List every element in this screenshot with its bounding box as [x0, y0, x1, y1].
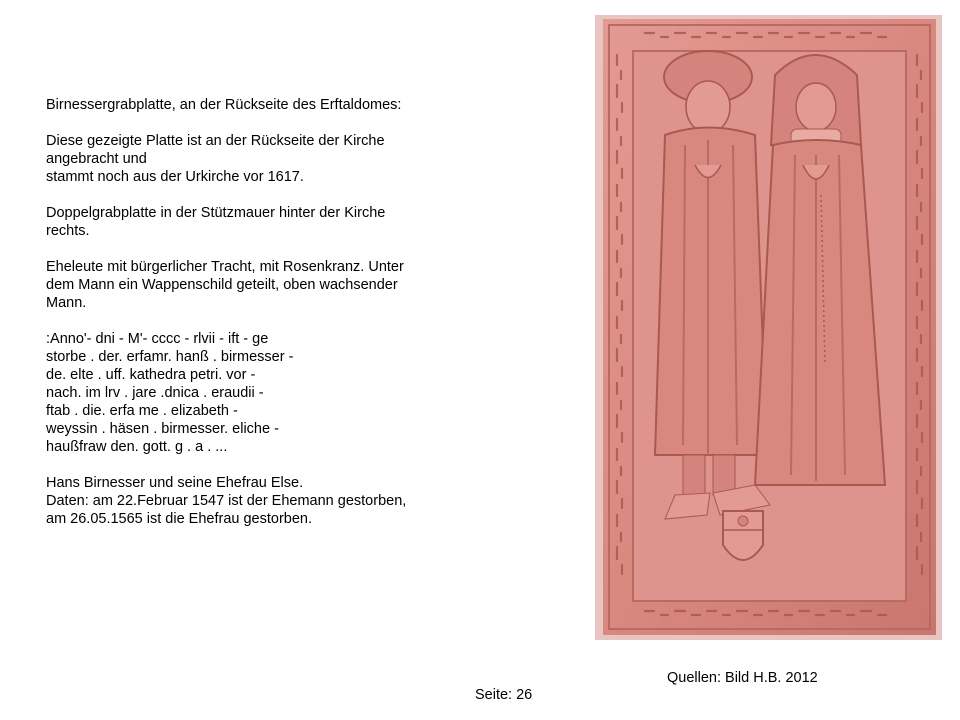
gravestone-photo: [595, 15, 942, 640]
text-line: Diese gezeigte Platte ist an der Rückseite der Kirche: [46, 133, 385, 149]
paragraph-dates: [46, 474, 456, 528]
text-line: am 26.05.1565 ist die Ehefrau gestorben.: [46, 511, 313, 527]
gravestone-illustration: [595, 15, 942, 640]
text-line: Eheleute mit bürgerlicher Tracht, mit Rosenkranz. Unter: [46, 259, 404, 275]
text-line: Doppelgrabplatte in der Stützmauer hinter der Kirche: [46, 205, 386, 221]
document-text: [46, 96, 456, 528]
text-line: Daten: am 22.Februar 1547 ist der Ehemann gestorben,: [46, 493, 407, 509]
text-line: rechts.: [46, 223, 90, 239]
inscription-line: haußfraw den. gott. g . a . ...: [46, 439, 228, 455]
text-line: Hans Birnesser und seine Ehefrau Else.: [46, 475, 304, 491]
page-number: Seite: 26: [475, 687, 533, 703]
document-title: Birnessergrabplatte, an der Rückseite des Erftaldomes:: [46, 97, 402, 113]
inscription-line: weyssin . häsen . birmesser. eliche -: [46, 421, 279, 437]
coat-of-arms: [723, 511, 763, 560]
inscription-transcription: [46, 330, 456, 456]
inscription-line: storbe . der. erfamr. hanß . birmesser -: [46, 349, 294, 365]
paragraph-description: [46, 258, 456, 312]
inscription-line: nach. im lrv . jare .dnica . eraudii -: [46, 385, 264, 401]
text-line: dem Mann ein Wappenschild geteilt, oben wachsender: [46, 277, 398, 293]
text-line: Mann.: [46, 295, 87, 311]
text-line: stammt noch aus der Urkirche vor 1617.: [46, 169, 304, 185]
inscription-line: de. elte . uff. kathedra petri. vor -: [46, 367, 256, 383]
paragraph-location: [46, 204, 456, 240]
text-line: angebracht und: [46, 151, 147, 167]
paragraph-origin: [46, 132, 456, 186]
inscription-line: ftab . die. erfa me . elizabeth -: [46, 403, 238, 419]
image-caption: Quellen: Bild H.B. 2012: [667, 670, 818, 686]
inscription-line: :Anno'- dni - M'- cccc - rlvii - ift - ge: [46, 331, 269, 347]
